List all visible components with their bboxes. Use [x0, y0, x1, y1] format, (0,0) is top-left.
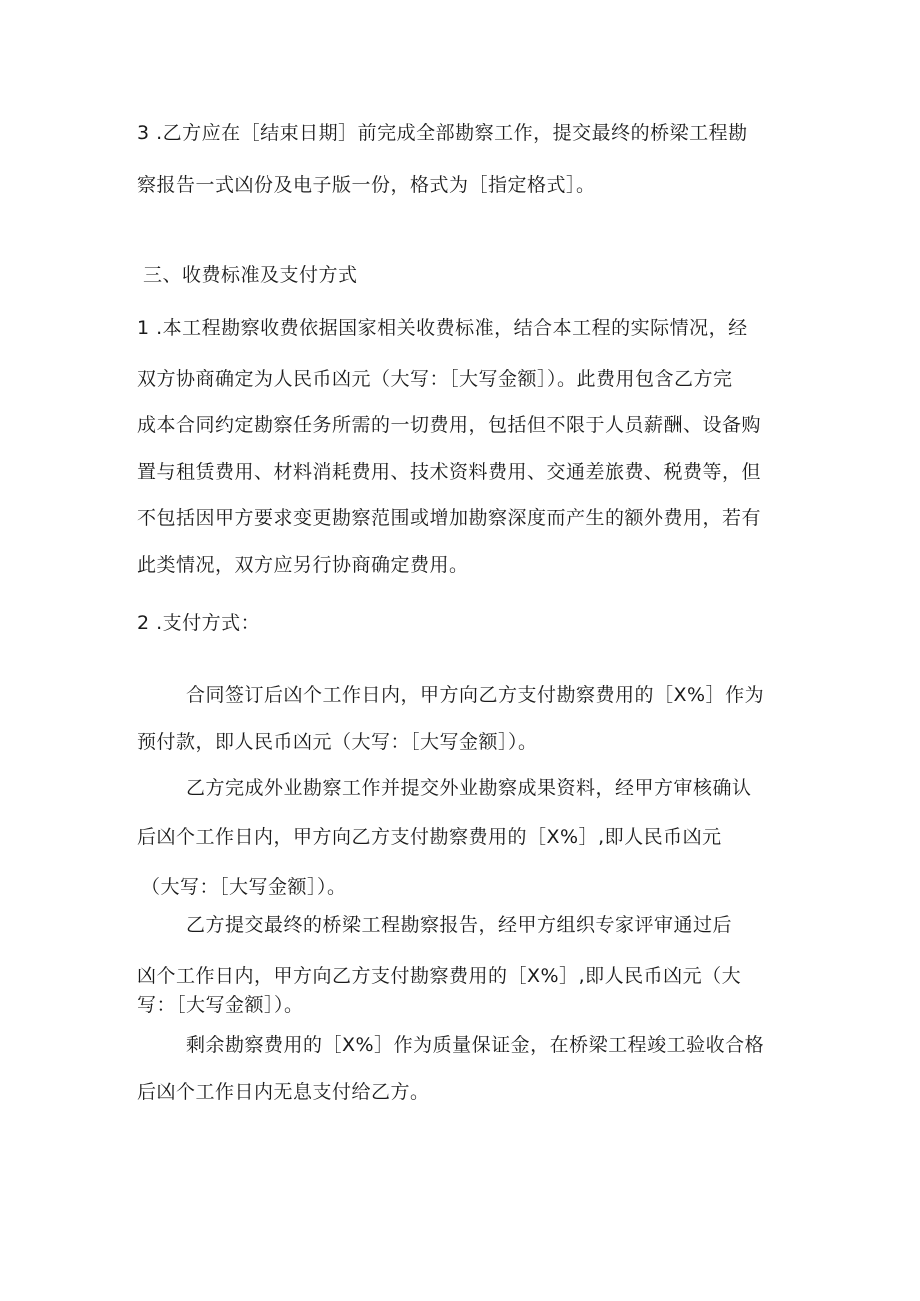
- payment4-line-2: 后凶个工作日内无息支付给乙方。: [137, 1081, 430, 1103]
- payment1-line-1: 合同签订后凶个工作日内，甲方向乙方支付勘察费用的［X%］作为: [186, 684, 765, 706]
- fee-item1-line-2: 双方协商确定为人民币凶元（大写：［大写金额］）。此费用包含乙方完: [137, 368, 733, 390]
- payment3-line-2: 凶个工作日内，甲方向乙方支付勘察费用的［X%］,即人民币凶元（大: [137, 965, 742, 987]
- fee-item1-line-1: 1 .本工程勘察收费依据国家相关收费标准，结合本工程的实际情况，经: [137, 317, 748, 339]
- section-heading: 三、收费标准及支付方式: [143, 264, 358, 286]
- item3-line-1: 3 .乙方应在［结束日期］前完成全部勘察工作，提交最终的桥梁工程勘: [137, 122, 748, 144]
- payment3-line-3: 写：［大写金额］）。: [137, 994, 304, 1016]
- payment2-line-2: 后凶个工作日内，甲方向乙方支付勘察费用的［X%］,即人民币凶元: [137, 826, 722, 848]
- payment1-line-2: 预付款，即人民币凶元（大写：［大写金额］）。: [137, 731, 538, 753]
- fee-item1-line-3: 成本合同约定勘察任务所需的一切费用，包括但不限于人员薪酬、设备购: [137, 414, 762, 436]
- payment2-line-1: 乙方完成外业勘察工作并提交外业勘察成果资料，经甲方审核确认: [186, 777, 752, 799]
- item3-line-2: 察报告一式凶份及电子版一份，格式为［指定格式］。: [137, 174, 596, 196]
- fee-item1-line-4: 置与租赁费用、材料消耗费用、技术资料费用、交通差旅费、税费等，但: [137, 461, 762, 483]
- payment4-line-1: 剩余勘察费用的［X%］作为质量保证金，在桥梁工程竣工验收合格: [186, 1034, 765, 1056]
- fee-item1-line-6: 此类情况，双方应另行协商确定费用。: [137, 554, 469, 576]
- fee-item1-line-5: 不包括因甲方要求变更勘察范围或增加勘察深度而产生的额外费用，若有: [137, 507, 762, 529]
- payment3-line-1: 乙方提交最终的桥梁工程勘察报告，经甲方组织专家评审通过后: [186, 914, 733, 936]
- fee-item2-heading: 2 .支付方式：: [137, 612, 261, 634]
- payment2-line-3: （大写：［大写金额］）。: [141, 876, 347, 898]
